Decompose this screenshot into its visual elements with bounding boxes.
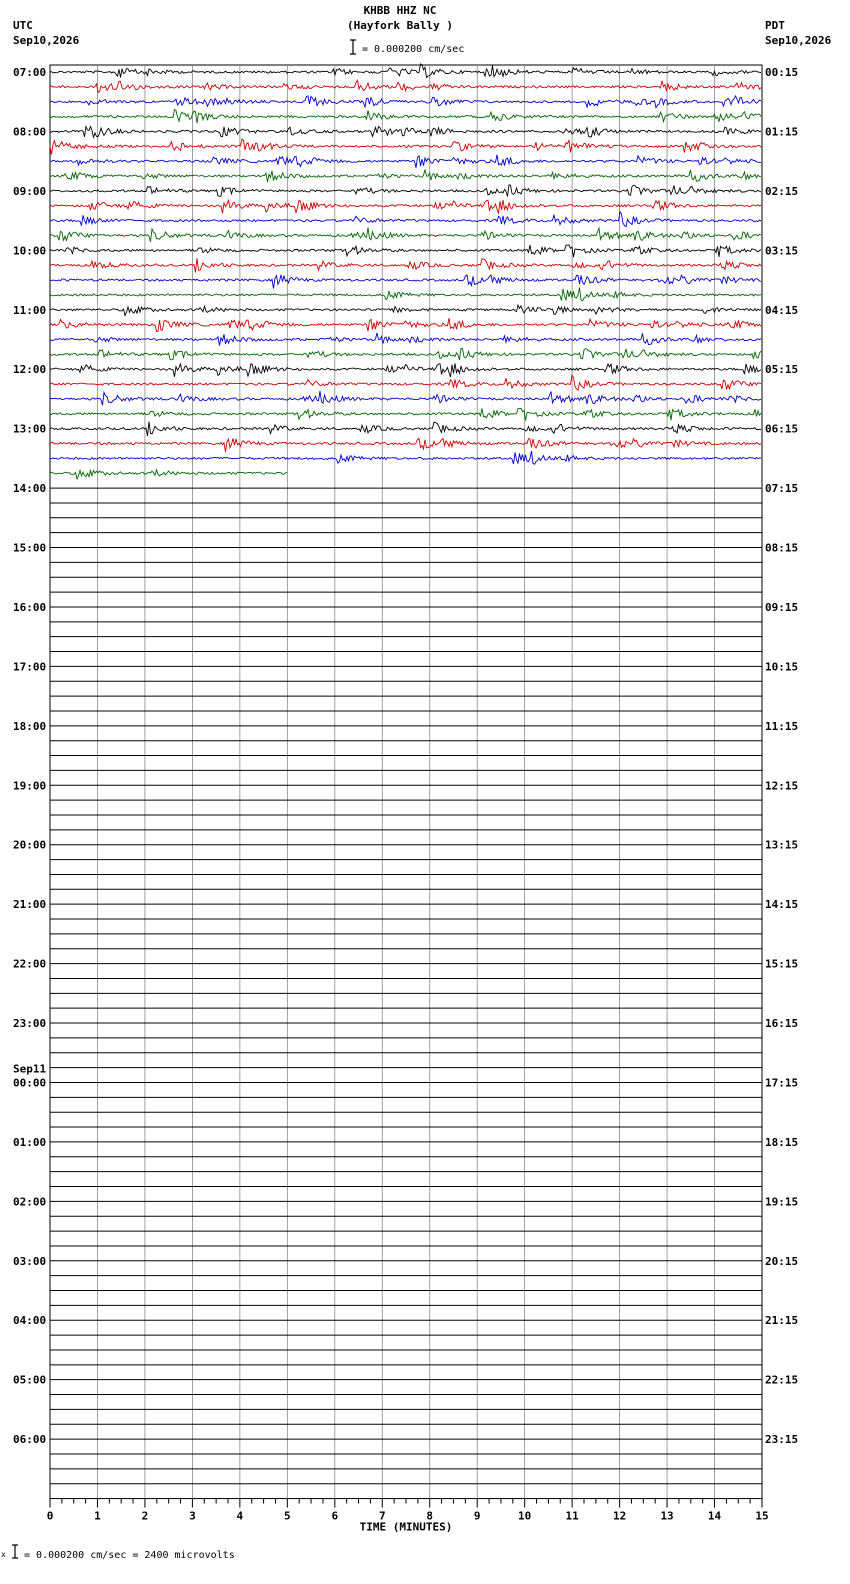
- pdt-label-1: 01:15: [765, 125, 799, 139]
- x-tick-label-6: 6: [331, 1509, 339, 1523]
- x-tick-label-4: 4: [236, 1509, 244, 1523]
- utc-label-15: 22:00: [13, 957, 47, 971]
- pdt-label-3: 03:15: [765, 244, 799, 258]
- trace-row-1: [50, 80, 761, 92]
- trace-row-18: [50, 333, 761, 346]
- pdt-label-5: 05:15: [765, 363, 799, 377]
- x-tick-label-9: 9: [473, 1509, 481, 1523]
- pdt-label-11: 11:15: [765, 719, 799, 733]
- utc-label-12: 19:00: [13, 779, 47, 793]
- x-axis-label: TIME (MINUTES): [359, 1520, 453, 1534]
- utc-label-18: 01:00: [13, 1135, 47, 1149]
- footer-scale-bar-icon: [10, 1543, 20, 1561]
- utc-label-2: 09:00: [13, 184, 47, 198]
- plot-frame: [50, 65, 762, 1499]
- pdt-label-12: 12:15: [765, 779, 799, 793]
- pdt-label-23: 23:15: [765, 1433, 799, 1447]
- pdt-label-13: 13:15: [765, 838, 799, 852]
- trace-row-19: [50, 348, 761, 360]
- pdt-label-22: 22:15: [765, 1373, 799, 1387]
- x-tick-label-15: 15: [755, 1509, 769, 1523]
- trace-row-10: [50, 212, 761, 227]
- trace-row-12: [50, 245, 761, 257]
- utc-label-3: 10:00: [13, 244, 47, 258]
- trace-row-24: [50, 422, 761, 436]
- trace-row-15: [50, 288, 761, 301]
- x-tick-label-1: 1: [94, 1509, 101, 1523]
- trace-row-16: [50, 305, 761, 316]
- trace-row-27: [50, 470, 287, 479]
- pdt-label-8: 08:15: [765, 541, 799, 555]
- utc-label-7: 14:00: [13, 482, 47, 496]
- utc-label-19: 02:00: [13, 1195, 47, 1209]
- trace-row-26: [50, 451, 761, 464]
- trace-row-22: [50, 391, 761, 405]
- utc-label-8: 15:00: [13, 541, 47, 555]
- pdt-label-4: 04:15: [765, 303, 799, 317]
- trace-row-17: [50, 318, 761, 331]
- utc-label-5: 12:00: [13, 363, 47, 377]
- left-timezone: UTC: [13, 19, 33, 32]
- trace-row-8: [50, 185, 761, 197]
- utc-label-0: 07:00: [13, 66, 47, 79]
- utc-label-22: 05:00: [13, 1373, 47, 1387]
- utc-label-17: 00:00: [13, 1076, 47, 1090]
- trace-row-2: [50, 96, 761, 108]
- x-tick-label-10: 10: [518, 1509, 532, 1523]
- utc-label-1: 08:00: [13, 125, 47, 139]
- scale-label: = 0.000200 cm/sec: [362, 44, 465, 55]
- pdt-label-7: 07:15: [765, 482, 799, 496]
- utc-label-23: 06:00: [13, 1433, 47, 1447]
- utc-label-13: 20:00: [13, 838, 47, 852]
- x-tick-label-2: 2: [141, 1509, 149, 1523]
- x-tick-label-11: 11: [565, 1509, 579, 1523]
- utc-day-change-label: Sep11: [13, 1062, 47, 1076]
- utc-label-6: 13:00: [13, 422, 47, 436]
- pdt-label-20: 20:15: [765, 1254, 799, 1268]
- utc-label-11: 18:00: [13, 719, 47, 733]
- station-location: (Hayfork Bally ): [347, 19, 453, 32]
- pdt-label-2: 02:15: [765, 184, 799, 198]
- x-tick-label-7: 7: [378, 1509, 386, 1523]
- pdt-label-17: 17:15: [765, 1076, 799, 1090]
- trace-row-6: [50, 155, 761, 168]
- x-tick-label-13: 13: [660, 1509, 674, 1523]
- utc-label-14: 21:00: [13, 898, 47, 912]
- pdt-label-19: 19:15: [765, 1195, 799, 1209]
- left-date: Sep10,2026: [13, 34, 80, 47]
- right-timezone: PDT: [765, 19, 785, 32]
- x-tick-label-3: 3: [189, 1509, 196, 1523]
- pdt-label-0: 00:15: [765, 66, 799, 79]
- trace-row-5: [50, 139, 761, 154]
- pdt-label-16: 16:15: [765, 1017, 799, 1031]
- right-date: Sep10,2026: [765, 34, 832, 47]
- pdt-label-9: 09:15: [765, 600, 799, 614]
- pdt-label-18: 18:15: [765, 1135, 799, 1149]
- x-tick-label-5: 5: [284, 1509, 291, 1523]
- pdt-label-6: 06:15: [765, 422, 799, 436]
- trace-row-20: [50, 363, 761, 377]
- trace-row-21: [50, 375, 761, 390]
- footer-marker: x: [1, 1550, 6, 1559]
- utc-label-4: 11:00: [13, 303, 47, 317]
- footer-scale-note: = 0.000200 cm/sec = 2400 microvolts: [24, 1550, 235, 1561]
- x-tick-label-14: 14: [707, 1509, 722, 1523]
- trace-row-7: [50, 170, 761, 183]
- trace-row-4: [50, 127, 761, 138]
- trace-row-13: [50, 258, 761, 272]
- x-tick-label-8: 8: [426, 1509, 434, 1523]
- trace-row-25: [50, 438, 761, 452]
- pdt-label-14: 14:15: [765, 898, 799, 912]
- utc-label-16: 23:00: [13, 1017, 47, 1031]
- trace-row-9: [50, 200, 761, 214]
- utc-label-10: 17:00: [13, 660, 47, 674]
- pdt-label-21: 21:15: [765, 1314, 799, 1328]
- trace-row-14: [50, 275, 761, 289]
- trace-row-0: [50, 64, 761, 78]
- utc-label-20: 03:00: [13, 1254, 47, 1268]
- pdt-label-10: 10:15: [765, 660, 799, 674]
- trace-row-3: [50, 110, 761, 124]
- x-tick-label-0: 0: [46, 1509, 54, 1523]
- pdt-label-15: 15:15: [765, 957, 799, 971]
- utc-label-21: 04:00: [13, 1314, 47, 1328]
- station-title: KHBB HHZ NC: [363, 4, 437, 17]
- trace-row-23: [50, 408, 761, 420]
- x-tick-label-12: 12: [612, 1509, 627, 1523]
- utc-label-9: 16:00: [13, 600, 47, 614]
- trace-row-11: [50, 228, 761, 242]
